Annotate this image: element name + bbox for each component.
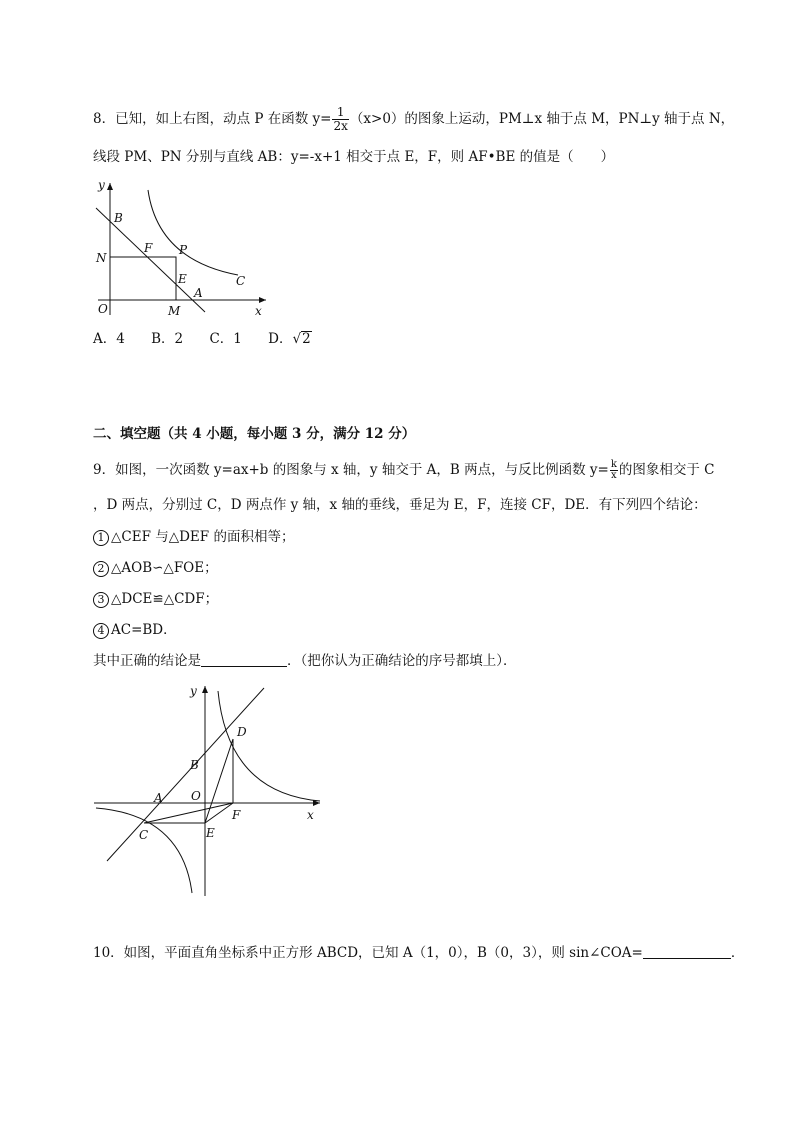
q10-answer-blank[interactable]	[643, 944, 731, 959]
section2-title: 二、填空题（共 4 小题，每小题 3 分，满分 12 分）	[93, 426, 416, 442]
q8-fraction: $\frac{1}{2x}$	[333, 105, 348, 133]
q9-y-arrow	[202, 686, 208, 693]
q8-line2: 线段 PM、PN 分别与直线 AB：y=-x+1 相交于点 E，F，则 AF•BE 的值是（ ）	[93, 149, 615, 165]
q10-line1: 10．如图，平面直角坐标系中正方形 ABCD，已知 A（1，0），B（0，3），则 sin∠COA= ．	[93, 945, 745, 961]
q8-text-post: （x>0）的图象上运动，PM⊥x 轴于点 M，PN⊥y 轴于点 N，	[349, 111, 735, 127]
q9-label-a: A	[154, 791, 163, 805]
q9-fraction: $\frac{k}{x}$	[610, 459, 617, 481]
q9-figure	[92, 683, 327, 898]
q9-label-e: E	[206, 826, 215, 840]
q8-options	[93, 329, 312, 349]
q9-line1	[93, 460, 715, 481]
q8-label-y: y	[98, 178, 105, 192]
q8-label-c: C	[236, 274, 246, 288]
q9-label-d: D	[237, 725, 247, 739]
q9-text-pre: 9．如图，一次函数 y=ax+b 的图象与 x 轴，y 轴交于 A，B 两点，与反比例函数 y=	[93, 462, 609, 478]
q8-option-b: B．2	[151, 331, 184, 347]
q9-text-post: 的图象相交于 C	[618, 462, 715, 478]
q8-y-arrow	[107, 183, 113, 190]
q8-option-c: C．1	[209, 331, 242, 347]
q8-rect-pm-pn	[110, 257, 176, 300]
q9-seg-de	[205, 739, 233, 823]
q8-curve-c	[148, 190, 238, 275]
q9-label-f: F	[232, 808, 241, 822]
q9-label-b: B	[190, 758, 199, 772]
q8-line-ab	[96, 208, 205, 312]
q8-label-x: x	[255, 304, 262, 318]
q8-label-f: F	[144, 241, 153, 255]
q8-option-a: A．4	[93, 331, 125, 347]
q9-item-3: 3 △DCE≌△CDF；	[93, 589, 218, 609]
q9-label-x: x	[307, 808, 314, 822]
q9-label-o: O	[191, 789, 201, 803]
q9-line2: ，D 两点，分别过 C，D 两点作 y 轴，x 轴的垂线，垂足为 E，F，连接 CF，DE．有下列四个结论：	[93, 497, 707, 513]
q8-label-n: N	[96, 251, 107, 265]
q8-figure	[88, 175, 278, 325]
q8-sqrt-value: 2	[302, 331, 311, 347]
q8-label-p: P	[179, 243, 188, 257]
q8-label-m: M	[168, 304, 181, 318]
q8-option-d: D．√2	[268, 331, 311, 347]
q8-text-pre: 8．已知，如上右图，动点 P 在函数 y=	[93, 111, 332, 127]
q9-line-ab	[107, 688, 264, 861]
q8-label-b: B	[114, 211, 123, 225]
q8-label-e: E	[178, 272, 187, 286]
q9-item-1: 1 △CEF 与△DEF 的面积相等；	[93, 527, 294, 547]
q8-line1	[93, 106, 734, 133]
q8-label-a: A	[194, 286, 203, 300]
q9-label-c: C	[139, 828, 149, 842]
q9-label-y: y	[190, 684, 197, 698]
q9-item-4: 4 AC=BD．	[93, 620, 177, 640]
q9-item-2: 2 △AOB∽△FOE；	[93, 558, 218, 578]
q8-x-arrow	[259, 297, 266, 303]
q8-label-o: O	[98, 302, 108, 316]
q9-answer-blank[interactable]	[201, 652, 287, 667]
q9-ask: 其中正确的结论是 ．（把你认为正确结论的序号都填上）．	[93, 653, 517, 669]
